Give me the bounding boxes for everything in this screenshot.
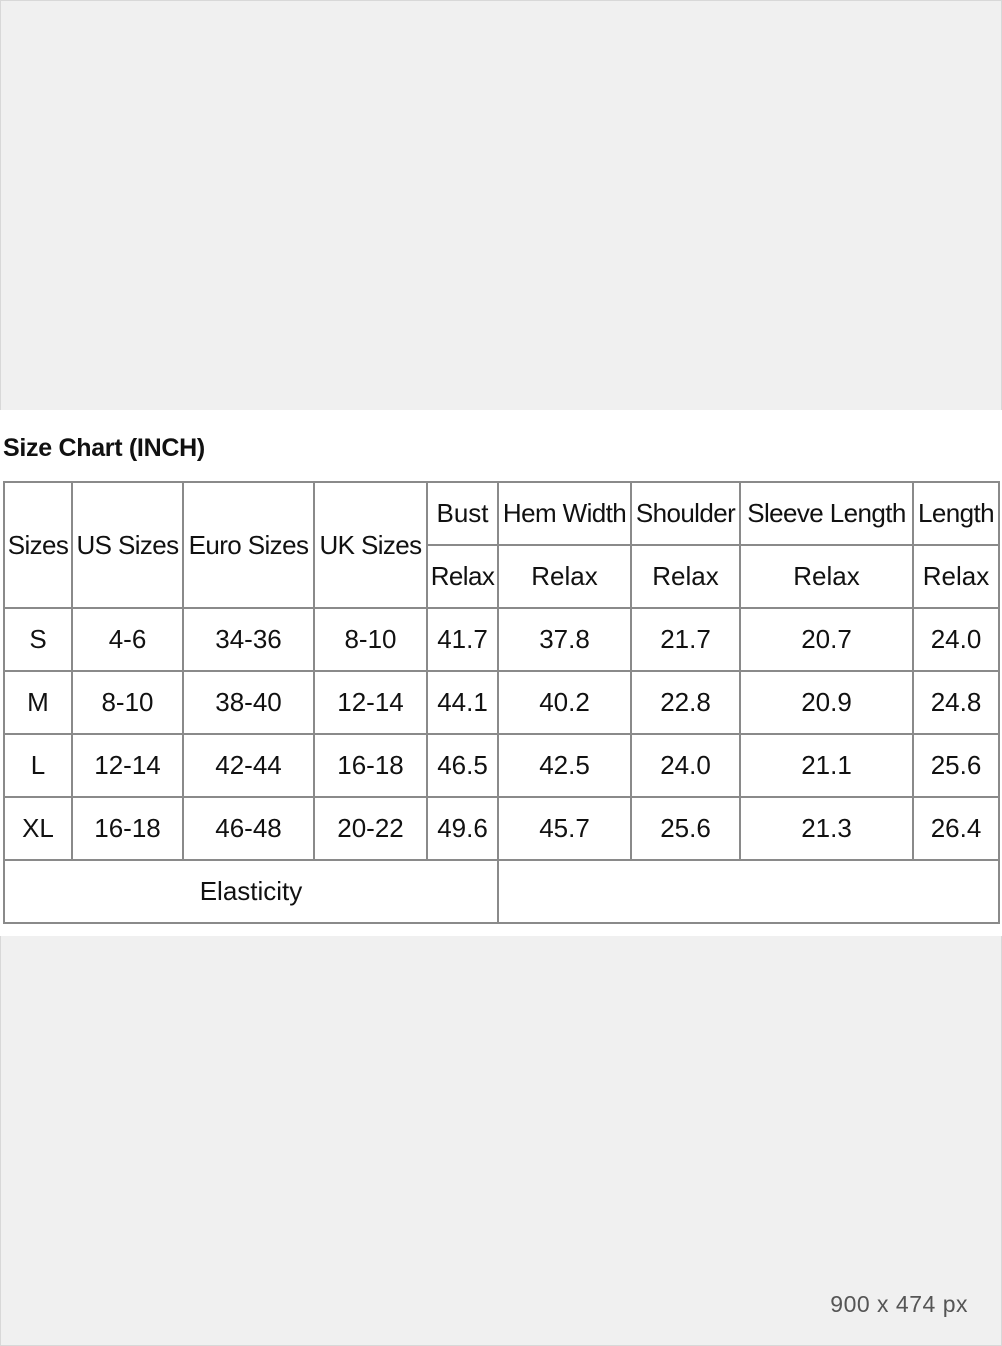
elasticity-label: Elasticity (4, 860, 498, 923)
cell-sleeve: 20.7 (740, 608, 913, 671)
header-bust: Bust (427, 482, 498, 545)
cell-size: M (4, 671, 72, 734)
table-row (4, 608, 999, 671)
header-row (4, 482, 999, 545)
cell-uk: 16-18 (314, 734, 427, 797)
header-uk-sizes: UK Sizes (314, 482, 427, 608)
chart-title: Size Chart (INCH) (3, 434, 205, 462)
cell-sleeve: 21.3 (740, 797, 913, 860)
cell-length: 26.4 (913, 797, 999, 860)
table-row (4, 734, 999, 797)
cell-size: XL (4, 797, 72, 860)
header-us-sizes: US Sizes (72, 482, 183, 608)
cell-euro: 34-36 (183, 608, 314, 671)
cell-bust: 46.5 (427, 734, 498, 797)
fit-hem-width: Relax (498, 545, 631, 608)
table-row (4, 797, 999, 860)
image-dimensions-label: 900 x 474 px (830, 1291, 968, 1317)
cell-uk: 20-22 (314, 797, 427, 860)
cell-size: L (4, 734, 72, 797)
cell-bust: 44.1 (427, 671, 498, 734)
cell-us: 4-6 (72, 608, 183, 671)
cell-euro: 46-48 (183, 797, 314, 860)
fit-bust: Relax (427, 545, 498, 608)
header-length: Length (913, 482, 999, 545)
cell-length: 24.8 (913, 671, 999, 734)
cell-hem: 40.2 (498, 671, 631, 734)
cell-euro: 42-44 (183, 734, 314, 797)
fit-shoulder: Relax (631, 545, 740, 608)
fit-sleeve-length: Relax (740, 545, 913, 608)
size-table (3, 481, 1000, 924)
cell-bust: 41.7 (427, 608, 498, 671)
cell-euro: 38-40 (183, 671, 314, 734)
cell-shoulder: 22.8 (631, 671, 740, 734)
elasticity-row (4, 860, 999, 923)
cell-us: 16-18 (72, 797, 183, 860)
header-hem-width: Hem Width (498, 482, 631, 545)
cell-shoulder: 21.7 (631, 608, 740, 671)
header-sizes: Sizes (4, 482, 72, 608)
cell-us: 8-10 (72, 671, 183, 734)
cell-sleeve: 21.1 (740, 734, 913, 797)
table-row (4, 671, 999, 734)
cell-size: S (4, 608, 72, 671)
cell-hem: 45.7 (498, 797, 631, 860)
cell-shoulder: 24.0 (631, 734, 740, 797)
header-sleeve-length: Sleeve Length (740, 482, 913, 545)
cell-length: 25.6 (913, 734, 999, 797)
header-euro-sizes: Euro Sizes (183, 482, 314, 608)
fit-length: Relax (913, 545, 999, 608)
header-shoulder: Shoulder (631, 482, 740, 545)
cell-sleeve: 20.9 (740, 671, 913, 734)
cell-us: 12-14 (72, 734, 183, 797)
cell-uk: 8-10 (314, 608, 427, 671)
cell-bust: 49.6 (427, 797, 498, 860)
cell-uk: 12-14 (314, 671, 427, 734)
elasticity-value (498, 860, 999, 923)
cell-length: 24.0 (913, 608, 999, 671)
cell-hem: 37.8 (498, 608, 631, 671)
cell-shoulder: 25.6 (631, 797, 740, 860)
cell-hem: 42.5 (498, 734, 631, 797)
